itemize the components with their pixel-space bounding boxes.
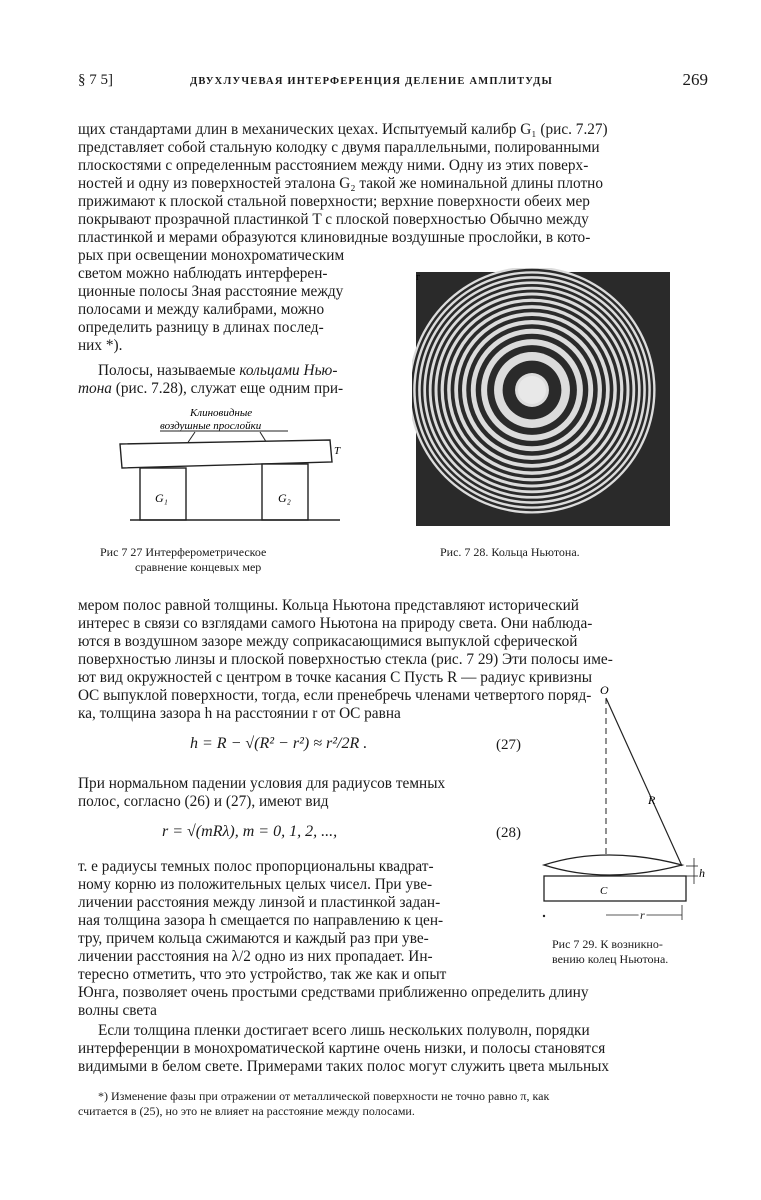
running-title: ДВУХЛУЧЕВАЯ ИНТЕРФЕРЕНЦИЯ ДЕЛЕНИЕ АМПЛИТУДЫ — [190, 76, 554, 87]
fig727-plate-label: T — [334, 445, 341, 457]
fig727-label-bottom: воздушные прослойки — [160, 420, 262, 432]
paragraph-4: При нормальном падении условия для радиусов темных полос, согласно (26) и (27), имеют вид — [78, 775, 446, 810]
fig729-label-O: O — [600, 683, 609, 697]
fig727-g2-label: G₂ — [278, 491, 291, 505]
footnote: *) Изменение фазы при отражении от металлической поверхности не точно равно π, как считается в (25), но это не влияет на расстояние между полосами. — [78, 1089, 550, 1118]
fig729-label-h: h — [699, 866, 705, 880]
fig727-label-top: Клиновидные — [190, 407, 253, 419]
page-number: 269 — [682, 70, 708, 89]
paragraph-1-continued: рых при освещении монохроматическим светом можно наблюдать интерферен- ционные полосы Зная расстояние между полосами и между калибрами, можно определить разницу в длинах послед- них *). — [78, 247, 345, 354]
fig729-dot — [543, 915, 545, 917]
fig729-lens — [544, 855, 682, 875]
equation-27: h = R − √(R² − r²) ≈ r²/2R . — [190, 735, 368, 752]
paragraph-1: щих стандартами длин в механических цехах. Испытуемый калибр G₁ (рис. 7.27) представляет собой стальную колодку с двумя параллельными, полированными плоскостями с определенным расстоянием между ними. Одну из этих поверх- ностей и одну из поверхностей эталона G₂ такой же номинальной длины плотно прижимают к плоской стальной поверхности; верхние поверхности обеих мер покрывают прозрачной пластинкой T с плоской поверхностью Обычно между пластинкой и мерами образуются клиновидные воздушные прослойки, в кото- — [78, 121, 608, 246]
fig728-caption: Рис. 7 28. Кольца Ньютона. — [440, 545, 580, 559]
paragraph-3: мером полос равной толщины. Кольца Ньютона представляют исторический интерес в связи со взглядами самого Ньютона на природу света. Они наблюда- ются в воздушном зазоре между соприкасающимися выпуклой сферической поверхностью линзы и плоской поверхностью стекла (рис. 7 29) Эти полосы име- ют вид окружностей с центром в точке касания C Пусть R — радиус кривизны OC выпуклой поверхности, тогда, если пренебречь членами четвертого поряд- ка, толщина зазора h на расстоянии r от OC равна — [78, 597, 613, 722]
paragraph-6: Если толщина пленки достигает всего лишь нескольких полуволн, порядки интерференции в монохроматической картине очень низки, и полосы становятся видимыми в белом свете. Примерами таких полос могут служить цвета мыльных — [78, 1022, 610, 1075]
paragraph-5-continued: Юнга, позволяет очень простыми средствами приближенно определить длину волны света — [78, 984, 589, 1019]
page-header — [78, 72, 708, 96]
section-number: § 7 5] — [78, 72, 113, 88]
fig729-glass-plate — [544, 876, 686, 901]
fig729-label-r: r — [640, 908, 645, 922]
fig727-g1-label: G₁ — [155, 491, 168, 505]
equation-27-number: (27) — [496, 737, 521, 753]
fig729-radius-R — [606, 698, 682, 866]
fig729-caption: Рис 7 29. К возникно- вению колец Ньютона. — [552, 937, 669, 966]
paragraph-2: Полосы, называемые кольцами Нью- тона (рис. 7.28), служат еще одним при- — [78, 362, 344, 397]
equation-28: r = √(mRλ), m = 0, 1, 2, ..., — [162, 823, 338, 840]
figure-7-27 — [100, 400, 360, 540]
fig729-label-R: R — [648, 793, 656, 807]
fig728-corner-mark: г — [416, 272, 421, 283]
fig727-caption: Рис 7 27 Интерферометрическое сравнение концевых мер — [100, 545, 267, 574]
equation-28-number: (28) — [496, 825, 521, 841]
fig729-label-C: C — [600, 885, 608, 897]
figure-7-29 — [536, 680, 711, 935]
figure-7-28-newton-rings — [412, 268, 674, 530]
paragraph-5: т. е радиусы темных полос пропорциональны квадрат- ному корню из положительных целых чисел. При уве- личении расстояния между линзой и пластинкой задан- ная толщина зазора h смещается по направлению к цен- тру, причем кольца сжимаются и каждый раз при уве- личении расстояния на λ/2 одно из них пропадает. Ин- тересно отметить, что это устройство, так же как и опыт — [78, 858, 447, 983]
ring-center — [518, 376, 546, 404]
